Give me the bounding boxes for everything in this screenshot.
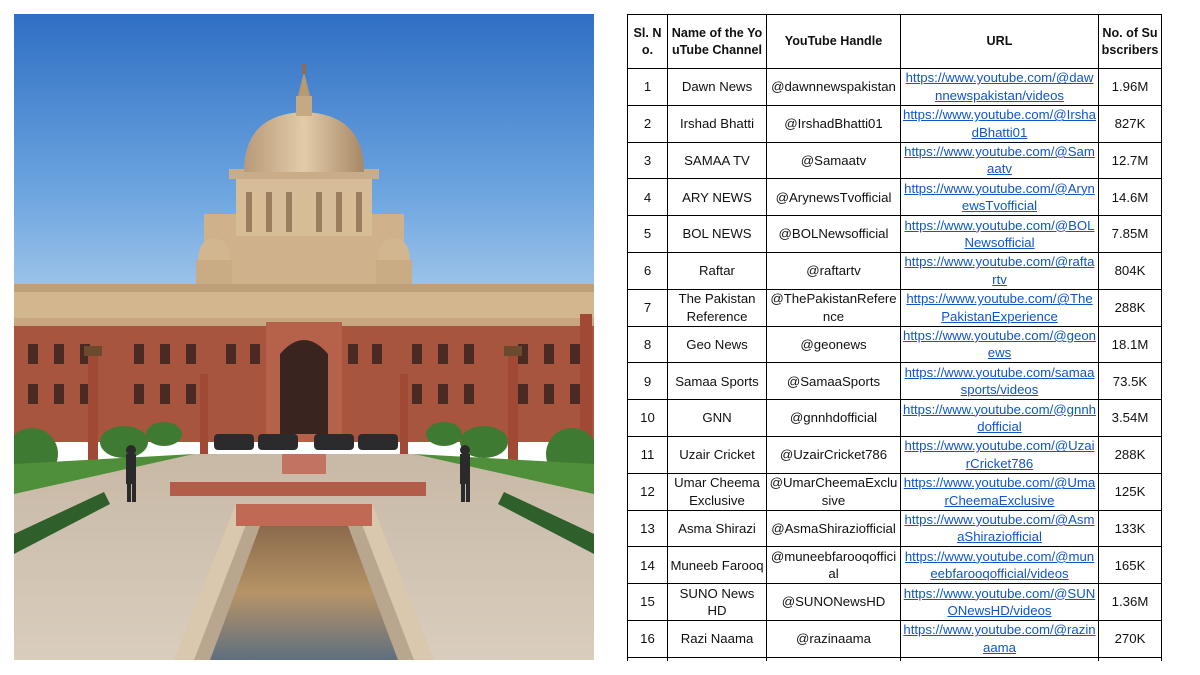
cell-channel-name: SAMAA TV bbox=[668, 142, 767, 179]
table-row bbox=[628, 142, 1162, 179]
channel-url-link[interactable]: https://www.youtube.com/@UmarCheemaExclusive bbox=[903, 475, 1096, 508]
cell-channel-name: Asma Shirazi bbox=[668, 510, 767, 547]
table-row bbox=[628, 584, 1162, 621]
channel-url-link[interactable]: https://www.youtube.com/samaasports/videos bbox=[904, 364, 1095, 398]
table-body bbox=[628, 69, 1162, 662]
cell-channel-name: Razi Naama bbox=[668, 620, 767, 657]
cell-subscribers: 73.5K bbox=[1099, 363, 1162, 400]
cell-channel-name: BOL NEWS bbox=[668, 216, 767, 253]
cell-handle: @razinaama bbox=[767, 620, 901, 657]
cell-handle: @Samaatv bbox=[767, 142, 901, 179]
cell-handle: @SUNONewsHD bbox=[767, 584, 901, 621]
channel-url-link[interactable]: https://www.youtube.com/@SUNONewsHD/videos bbox=[903, 585, 1096, 619]
cell-channel-name: Irshad Bhatti bbox=[668, 105, 767, 142]
cell-sl-no: 10 bbox=[628, 400, 668, 437]
channel-url-link[interactable]: https://www.youtube.com/@raftartv bbox=[904, 254, 1095, 287]
cell-handle: @BOLNewsofficial bbox=[767, 216, 901, 253]
cell-handle: @AsmaShiraziofficial bbox=[767, 510, 901, 547]
cell-sl-no: 4 bbox=[628, 179, 668, 216]
cell-handle: @ThePakistanReference bbox=[767, 289, 901, 326]
table-row bbox=[628, 326, 1162, 363]
cell-subscribers: 125K bbox=[1099, 473, 1162, 510]
cell-sl-no: 6 bbox=[628, 252, 668, 289]
cell-handle: @UmarCheemaExclusive bbox=[767, 473, 901, 510]
channel-url-link[interactable]: https://www.youtube.com/@BOLNewsofficial bbox=[904, 217, 1095, 251]
table-row bbox=[628, 547, 1162, 584]
cell-subscribers: 1.96M bbox=[1099, 69, 1162, 106]
cell-channel-name: GNN bbox=[668, 400, 767, 437]
cell-sl-no: 11 bbox=[628, 436, 668, 473]
channel-url-link[interactable]: https://www.youtube.com/@muneebfarooqofficial/videos bbox=[904, 548, 1095, 582]
cell-channel-name: Uzair Cricket bbox=[668, 436, 767, 473]
cell-handle: @geonews bbox=[767, 326, 901, 363]
header-url: URL bbox=[901, 15, 1099, 69]
cell-subscribers: 288K bbox=[1099, 436, 1162, 473]
youtube-channels-table-container bbox=[627, 14, 1162, 661]
cell-channel-name: SUNO News HD bbox=[668, 584, 767, 621]
secretariat-building-image bbox=[14, 14, 594, 660]
cell-channel-name: Raftar bbox=[668, 252, 767, 289]
channel-url-link[interactable]: https://www.youtube.com/@razinaama bbox=[903, 622, 1096, 655]
table-row bbox=[628, 105, 1162, 142]
channel-url-link[interactable]: https://www.youtube.com/@UzairCricket786 bbox=[904, 438, 1095, 471]
cell-sl-no: 12 bbox=[628, 473, 668, 510]
cell-subscribers: 14.6M bbox=[1099, 179, 1162, 216]
youtube-channels-table bbox=[627, 14, 1162, 661]
cell-handle: @dawnnewspakistan bbox=[767, 69, 901, 106]
cell-channel-name: Geo News bbox=[668, 326, 767, 363]
cell-channel-name: Umar Cheema Exclusive bbox=[668, 473, 767, 510]
channel-url-link[interactable]: https://www.youtube.com/@geonews bbox=[903, 327, 1096, 361]
table-row bbox=[628, 436, 1162, 473]
cell-empty bbox=[668, 657, 767, 661]
cell-handle: @SamaaSports bbox=[767, 363, 901, 400]
channel-url-link[interactable]: https://www.youtube.com/@dawnnewspakistan/videos bbox=[905, 70, 1094, 103]
cell-subscribers: 1.36M bbox=[1099, 584, 1162, 621]
cell-handle: @muneebfarooqofficial bbox=[767, 547, 901, 584]
cell-sl-no: 15 bbox=[628, 584, 668, 621]
header-sl-no: Sl. No. bbox=[628, 15, 668, 69]
building-photo bbox=[14, 14, 594, 660]
cell-handle: @gnnhdofficial bbox=[767, 400, 901, 437]
table-row bbox=[628, 252, 1162, 289]
cell-subscribers: 18.1M bbox=[1099, 326, 1162, 363]
channel-url-link[interactable]: https://www.youtube.com/@ArynewsTvofficial bbox=[904, 180, 1095, 214]
header-channel-name: Name of the YouTube Channel bbox=[668, 15, 767, 69]
cell-sl-no: 1 bbox=[628, 69, 668, 106]
cell-sl-no: 7 bbox=[628, 289, 668, 326]
cell-empty bbox=[1099, 657, 1162, 661]
table-row bbox=[628, 216, 1162, 253]
table-header-row bbox=[628, 15, 1162, 69]
table-row-cut-off bbox=[628, 657, 1162, 661]
cell-subscribers: 827K bbox=[1099, 105, 1162, 142]
header-subscribers: No. of Subscribers bbox=[1099, 15, 1162, 69]
channel-url-link[interactable]: https://www.youtube.com/@ThePakistanExperience bbox=[906, 291, 1093, 324]
cell-subscribers: 3.54M bbox=[1099, 400, 1162, 437]
channel-url-link[interactable]: https://www.youtube.com/@gnnhdofficial bbox=[903, 401, 1096, 435]
cell-sl-no: 8 bbox=[628, 326, 668, 363]
cell-channel-name: ARY NEWS bbox=[668, 179, 767, 216]
table-row bbox=[628, 179, 1162, 216]
cell-sl-no: 3 bbox=[628, 142, 668, 179]
table-row bbox=[628, 510, 1162, 547]
table-row bbox=[628, 289, 1162, 326]
cell-sl-no: 2 bbox=[628, 105, 668, 142]
table-row bbox=[628, 473, 1162, 510]
cell-channel-name: The Pakistan Reference bbox=[668, 289, 767, 326]
cell-empty bbox=[767, 657, 901, 661]
cell-subscribers: 165K bbox=[1099, 547, 1162, 584]
channel-url-link[interactable]: https://www.youtube.com/@IrshadBhatti01 bbox=[903, 107, 1096, 140]
cell-subscribers: 288K bbox=[1099, 289, 1162, 326]
cell-sl-no: 9 bbox=[628, 363, 668, 400]
cell-subscribers: 804K bbox=[1099, 252, 1162, 289]
cell-handle: @UzairCricket786 bbox=[767, 436, 901, 473]
cell-handle: @raftartv bbox=[767, 252, 901, 289]
table-row bbox=[628, 69, 1162, 106]
cell-sl-no: 5 bbox=[628, 216, 668, 253]
table-row bbox=[628, 620, 1162, 657]
channel-url-link[interactable]: https://www.youtube.com/@AsmaShiraziofficial bbox=[904, 511, 1095, 545]
cell-empty bbox=[628, 657, 668, 661]
cell-handle: @IrshadBhatti01 bbox=[767, 105, 901, 142]
cell-sl-no: 16 bbox=[628, 620, 668, 657]
cell-sl-no: 14 bbox=[628, 547, 668, 584]
cell-handle: @ArynewsTvofficial bbox=[767, 179, 901, 216]
cell-sl-no: 13 bbox=[628, 510, 668, 547]
table-row bbox=[628, 400, 1162, 437]
cell-subscribers: 7.85M bbox=[1099, 216, 1162, 253]
cell-empty bbox=[901, 657, 1099, 661]
cell-channel-name: Dawn News bbox=[668, 69, 767, 106]
header-youtube-handle: YouTube Handle bbox=[767, 15, 901, 69]
cell-channel-name: Samaa Sports bbox=[668, 363, 767, 400]
cell-channel-name: Muneeb Farooq bbox=[668, 547, 767, 584]
table-row bbox=[628, 363, 1162, 400]
cell-subscribers: 133K bbox=[1099, 510, 1162, 547]
channel-url-link[interactable]: https://www.youtube.com/@Samaatv bbox=[904, 143, 1095, 177]
cell-subscribers: 12.7M bbox=[1099, 142, 1162, 179]
cell-subscribers: 270K bbox=[1099, 620, 1162, 657]
